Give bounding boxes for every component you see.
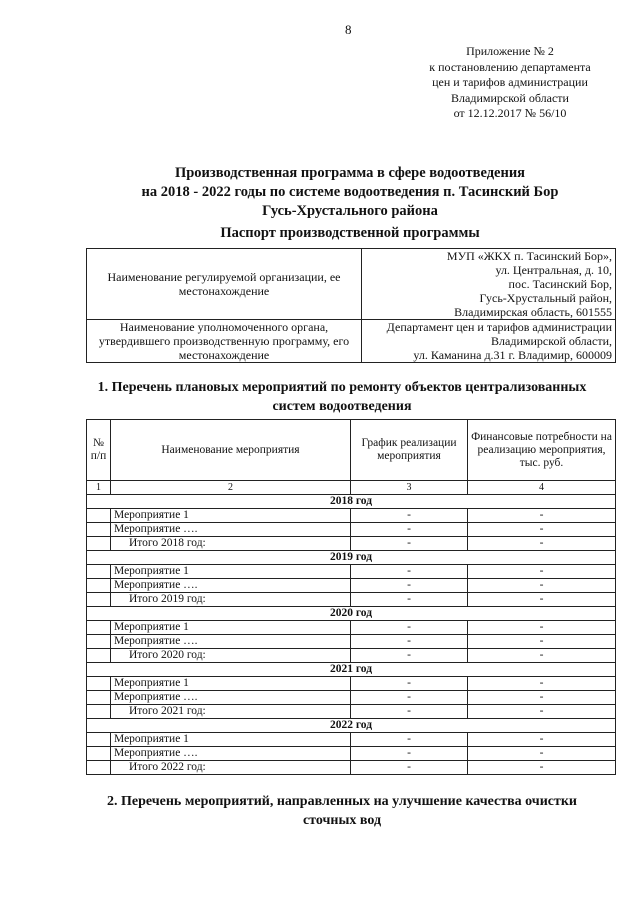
activity-name-cell: Мероприятие 1 — [111, 565, 351, 579]
activity-name-cell: Мероприятие …. — [111, 747, 351, 761]
appendix-line: цен и тарифов администрации — [432, 75, 588, 89]
row-number-cell — [87, 509, 111, 523]
value-line: Гусь-Хрустальный район, — [479, 291, 612, 305]
activity-name-cell: Мероприятие …. — [111, 523, 351, 537]
value-line: Владимирская область, 601555 — [454, 305, 612, 319]
schedule-cell: - — [351, 705, 468, 719]
schedule-cell: - — [351, 761, 468, 775]
row-number-cell — [87, 705, 111, 719]
passport-row-organization — [87, 249, 616, 320]
activity-name-cell: Итого 2021 год: — [111, 705, 351, 719]
finance-cell: - — [468, 649, 616, 663]
row-number-cell — [87, 635, 111, 649]
year-label: 2019 год — [87, 551, 616, 565]
column-number: 1 — [87, 481, 111, 495]
value-line: ул. Каманина д.31 г. Владимир, 600009 — [413, 348, 612, 362]
section-2-title: 2. Перечень мероприятий, направленных на улучшение качества очистки сточных вод — [106, 794, 577, 828]
finance-cell: - — [468, 593, 616, 607]
table-row — [87, 733, 616, 747]
activity-name-cell: Итого 2019 год: — [111, 593, 351, 607]
schedule-cell: - — [351, 593, 468, 607]
finance-cell: - — [468, 747, 616, 761]
appendix-line: к постановлению департамента — [429, 59, 591, 74]
table-row — [87, 565, 616, 579]
schedule-cell: - — [351, 691, 468, 705]
finance-cell: - — [468, 691, 616, 705]
value-line: Владимирской области, — [491, 334, 612, 348]
activity-name-cell: Мероприятие 1 — [111, 509, 351, 523]
activity-name-cell: Мероприятие 1 — [111, 621, 351, 635]
schedule-cell: - — [351, 747, 468, 761]
finance-cell: - — [468, 523, 616, 537]
table-row — [87, 579, 616, 593]
activity-name-cell: Мероприятие …. — [111, 635, 351, 649]
row-number-cell — [87, 747, 111, 761]
year-row — [87, 495, 616, 509]
appendix-line: от 12.12.2017 № 56/10 — [453, 106, 567, 120]
table-header-row — [87, 420, 616, 481]
header-cell: Финансовые потребности на реализацию мероприятия, тыс. руб. — [468, 420, 616, 481]
column-number: 3 — [351, 481, 468, 495]
year-label: 2018 год — [87, 495, 616, 509]
row-number-cell — [87, 565, 111, 579]
finance-cell: - — [468, 705, 616, 719]
value-line: пос. Тасинский Бор, — [508, 277, 612, 291]
table-row — [87, 649, 616, 663]
year-row — [87, 663, 616, 677]
plan-table — [86, 419, 616, 775]
schedule-cell: - — [351, 579, 468, 593]
row-number-cell — [87, 649, 111, 663]
value-line: МУП «ЖКХ п. Тасинский Бор», — [446, 249, 612, 263]
passport-row-authority — [87, 320, 616, 363]
schedule-cell: - — [351, 733, 468, 747]
column-number: 4 — [468, 481, 616, 495]
table-row — [87, 635, 616, 649]
table-row — [87, 537, 616, 551]
row-number-cell — [87, 537, 111, 551]
column-number: 2 — [111, 481, 351, 495]
table-row — [87, 621, 616, 635]
activity-name-cell: Итого 2020 год: — [111, 649, 351, 663]
activity-name-cell: Итого 2022 год: — [111, 761, 351, 775]
table-row — [87, 705, 616, 719]
finance-cell: - — [468, 621, 616, 635]
passport-label: Наименование регулируемой организации, ее местонахождение — [87, 249, 362, 320]
year-label: 2021 год — [87, 663, 616, 677]
year-row — [87, 607, 616, 621]
appendix-reference — [420, 44, 600, 122]
activity-name-cell: Мероприятие 1 — [111, 677, 351, 691]
finance-cell: - — [468, 579, 616, 593]
title-line: Гусь-Хрустального района — [262, 203, 438, 219]
schedule-cell: - — [351, 565, 468, 579]
passport-value — [362, 320, 616, 363]
finance-cell: - — [468, 733, 616, 747]
column-number-row — [87, 481, 616, 495]
row-number-cell — [87, 593, 111, 607]
activity-name-cell: Мероприятие …. — [111, 691, 351, 705]
year-label: 2022 год — [87, 719, 616, 733]
year-label: 2020 год — [87, 607, 616, 621]
table-row — [87, 747, 616, 761]
schedule-cell: - — [351, 537, 468, 551]
passport-value — [362, 249, 616, 320]
page-number: 8 — [345, 22, 352, 37]
title-line: Производственная программа в сфере водоотведения — [174, 165, 526, 181]
schedule-cell: - — [351, 523, 468, 537]
table-row — [87, 593, 616, 607]
finance-cell: - — [468, 509, 616, 523]
year-row — [87, 551, 616, 565]
activity-name-cell: Мероприятие …. — [111, 579, 351, 593]
finance-cell: - — [468, 537, 616, 551]
row-number-cell — [87, 761, 111, 775]
row-number-cell — [87, 579, 111, 593]
value-line: Департамент цен и тарифов администрации — [386, 320, 612, 334]
schedule-cell: - — [351, 635, 468, 649]
table-row — [87, 509, 616, 523]
row-number-cell — [87, 733, 111, 747]
schedule-cell: - — [351, 621, 468, 635]
appendix-line: Владимирской области — [451, 90, 569, 105]
activity-name-cell: Мероприятие 1 — [111, 733, 351, 747]
value-line: ул. Центральная, д. 10, — [495, 263, 612, 277]
passport-table — [86, 248, 616, 363]
year-row — [87, 719, 616, 733]
table-row — [87, 677, 616, 691]
row-number-cell — [87, 523, 111, 537]
appendix-line: Приложение № 2 — [466, 44, 554, 58]
header-cell: № п/п — [87, 420, 111, 481]
table-row — [87, 691, 616, 705]
finance-cell: - — [468, 635, 616, 649]
header-cell: График реализации мероприятия — [351, 420, 468, 481]
schedule-cell: - — [351, 677, 468, 691]
finance-cell: - — [468, 677, 616, 691]
table-row — [87, 523, 616, 537]
finance-cell: - — [468, 761, 616, 775]
finance-cell: - — [468, 565, 616, 579]
header-cell: Наименование мероприятия — [111, 420, 351, 481]
title-line: на 2018 - 2022 годы по системе водоотведения п. Тасинский Бор — [141, 184, 559, 200]
row-number-cell — [87, 691, 111, 705]
schedule-cell: - — [351, 649, 468, 663]
table-row — [87, 761, 616, 775]
row-number-cell — [87, 677, 111, 691]
document-title — [100, 164, 600, 221]
passport-title: Паспорт производственной программы — [220, 225, 480, 241]
schedule-cell: - — [351, 509, 468, 523]
section-1-title: 1. Перечень плановых мероприятий по ремонту объектов централизованных систем водоотведения — [97, 380, 587, 414]
passport-label: Наименование уполномоченного органа, утвердившего производственную программу, его местонахождение — [87, 320, 362, 363]
row-number-cell — [87, 621, 111, 635]
activity-name-cell: Итого 2018 год: — [111, 537, 351, 551]
